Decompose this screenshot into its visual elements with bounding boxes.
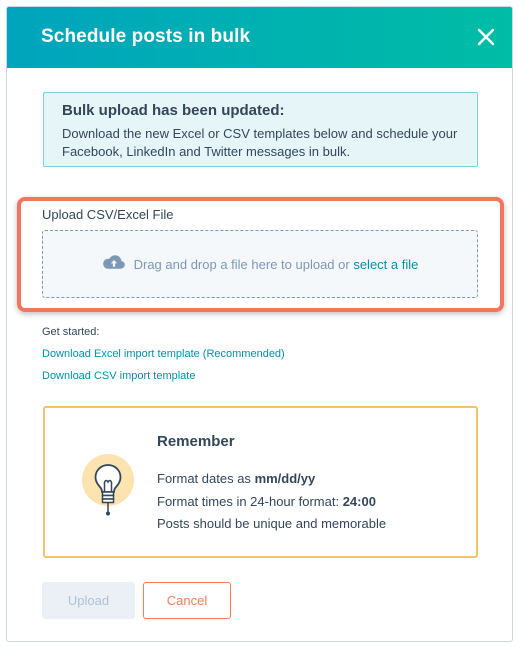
times-format-value: 24:00: [342, 494, 376, 509]
info-title: Bulk upload has been updated:: [62, 102, 285, 119]
upload-button[interactable]: Upload: [42, 582, 135, 619]
upload-label: Upload CSV/Excel File: [42, 207, 174, 222]
dropzone-text: Drag and drop a file here to upload or: [133, 256, 350, 272]
file-dropzone[interactable]: [42, 230, 478, 298]
modal-header: [7, 7, 512, 68]
cloud-upload-icon: [102, 254, 126, 275]
modal-title: Schedule posts in bulk: [41, 26, 251, 47]
remember-unique-line: Posts should be unique and memorable: [157, 516, 387, 531]
close-icon[interactable]: [474, 25, 498, 49]
download-excel-template-link[interactable]: Download Excel import template (Recommended): [42, 348, 285, 360]
lightbulb-icon: [78, 452, 138, 524]
info-text: Download the new Excel or CSV templates below and schedule your Facebook, LinkedIn and Twitter messages in bulk.: [62, 126, 458, 159]
remember-times-line: Format times in 24-hour format: 24:00: [157, 494, 376, 509]
remember-dates-line: Format dates as mm/dd/yy: [157, 471, 316, 486]
remember-title: Remember: [157, 433, 235, 450]
remember-box: [43, 406, 478, 558]
cancel-button[interactable]: Cancel: [143, 582, 231, 619]
get-started-label: Get started:: [42, 326, 100, 338]
download-csv-template-link[interactable]: Download CSV import template: [42, 370, 196, 382]
schedule-bulk-modal: [6, 6, 513, 642]
info-alert: [43, 92, 478, 167]
select-file-link[interactable]: select a file: [353, 256, 419, 272]
dates-format-value: mm/dd/yy: [254, 471, 316, 486]
